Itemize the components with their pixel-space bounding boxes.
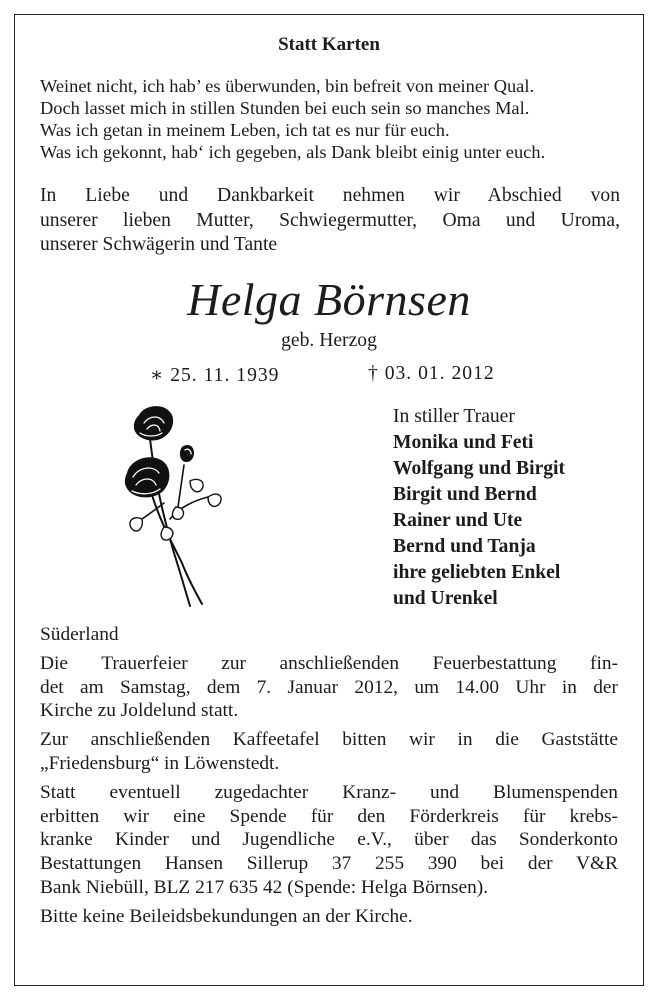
poem-line: Doch lasset mich in stillen Stunden bei euch sein so manches Mal. xyxy=(40,98,530,118)
reception-line: „Friedensburg“ in Löwenstedt. xyxy=(40,752,280,774)
poem-line: Was ich gekonnt, hab‘ ich gegeben, als Dank bleibt einig unter euch. xyxy=(40,142,546,162)
poem-line: Weinet nicht, ich hab’ es überwunden, bin befreit von meiner Qual. xyxy=(40,76,535,96)
mourner-name: Bernd und Tanja xyxy=(393,536,536,557)
mourners-block xyxy=(393,404,633,612)
birth-date: ∗ 25. 11. 1939 xyxy=(150,365,280,386)
donation-line: Bestattungen Hansen Sillerup 37 255 390 bei der V&R xyxy=(40,853,618,875)
roses-icon xyxy=(112,403,228,609)
mourner-name: und Urenkel xyxy=(393,588,498,609)
service-line: Kirche zu Joldelund statt. xyxy=(40,700,239,722)
reception-line: Zur anschließenden Kaffeetafel bitten wir in die Gaststätte xyxy=(40,729,618,751)
mourners-label: In stiller Trauer xyxy=(393,406,515,427)
poem xyxy=(40,75,630,163)
place: Süderland xyxy=(40,624,119,645)
notice-body xyxy=(40,623,618,929)
service-line: Die Trauerfeier zur anschließenden Feuerbestattung fin- xyxy=(40,652,618,674)
mourner-name: Monika und Feti xyxy=(393,432,534,453)
intro-line: unserer Schwägerin und Tante xyxy=(40,234,278,255)
donation-line: Bank Niebüll, BLZ 217 635 42 (Spende: Helga Börnsen). xyxy=(40,876,489,898)
mourner-name: Rainer und Ute xyxy=(393,510,523,531)
donation-line: kranke Kinder und Jugendliche e.V., über das Sonderkonto xyxy=(40,829,618,851)
mourner-name: Birgit und Bernd xyxy=(393,484,537,505)
notice-heading: Statt Karten xyxy=(278,34,380,55)
intro-line: In Liebe und Dankbarkeit nehmen wir Abschied von xyxy=(40,185,620,206)
mourner-name: ihre geliebten Enkel xyxy=(393,562,561,583)
farewell-intro xyxy=(40,184,620,258)
deceased-name: Helga Börnsen xyxy=(187,274,471,325)
intro-line: unserer lieben Mutter, Schwiegermutter, Oma und Uroma, xyxy=(40,209,620,231)
donation-line: Statt eventuell zugedachter Kranz- und Blumenspenden xyxy=(40,781,618,803)
poem-line: Was ich getan in meinem Leben, ich tat es nur für euch. xyxy=(40,120,450,140)
donation-line: erbitten wir eine Spende für den Förderkreis für krebs- xyxy=(40,805,618,827)
service-line: det am Samstag, dem 7. Januar 2012, um 14.00 Uhr in der xyxy=(40,676,618,698)
closing-note: Bitte keine Beileidsbekundungen an der Kirche. xyxy=(40,905,413,927)
death-date: † 03. 01. 2012 xyxy=(368,363,495,384)
mourner-name: Wolfgang und Birgit xyxy=(393,458,566,479)
maiden-name: geb. Herzog xyxy=(281,330,377,351)
